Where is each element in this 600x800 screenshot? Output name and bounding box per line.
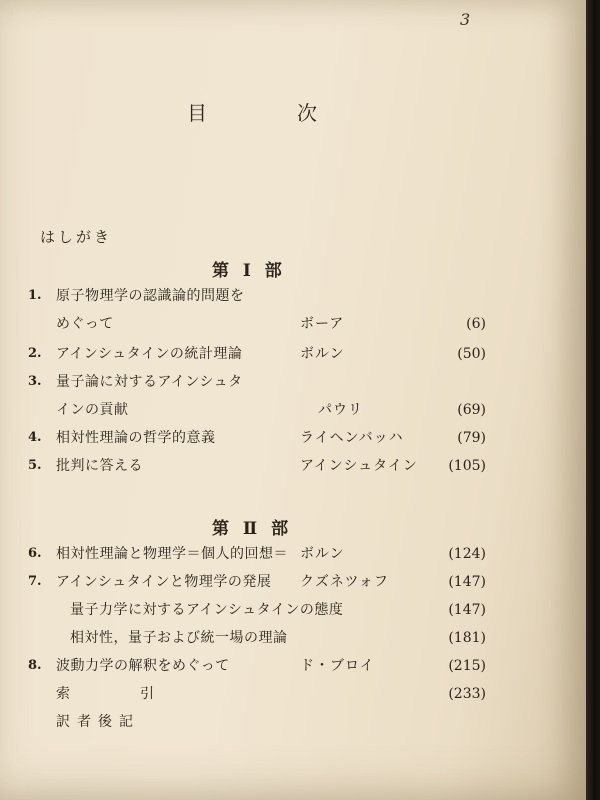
entry-subtitle: 相対性，量子および統一場の理論 bbox=[70, 630, 288, 646]
toc-title-char-1: 目 bbox=[187, 101, 209, 125]
entry-title: アインシュタインの統計理論 bbox=[56, 346, 243, 362]
entry-author: クズネツォフ bbox=[300, 574, 389, 590]
entry-page: (79) bbox=[457, 430, 486, 446]
toc-entry-6 bbox=[0, 542, 586, 566]
entry-page: (181) bbox=[448, 630, 486, 646]
entry-title: 相対性理論と物理学＝個人的回想＝ bbox=[56, 546, 288, 562]
toc-subentry-7b bbox=[0, 626, 586, 650]
entry-title: 相対性理論の哲学的意義 bbox=[56, 430, 216, 446]
entry-author: ボーア bbox=[300, 316, 345, 332]
entry-subtitle: 量子力学に対するアインシュタインの態度 bbox=[70, 602, 344, 618]
toc-entry-8 bbox=[0, 654, 586, 678]
entry-number: 4. bbox=[28, 430, 42, 445]
entry-title: 索 引 bbox=[56, 686, 182, 702]
entry-page: (233) bbox=[448, 686, 486, 702]
entry-page: (147) bbox=[448, 574, 486, 590]
entry-number: 5. bbox=[28, 458, 42, 473]
book-edge bbox=[586, 0, 600, 800]
entry-title: アインシュタインと物理学の発展 bbox=[56, 574, 272, 590]
part-1-heading: 第 Ⅰ 部 bbox=[212, 261, 286, 281]
entry-author: パウリ bbox=[318, 402, 363, 418]
toc-entry-1-cont bbox=[0, 312, 586, 336]
entry-number: 3. bbox=[28, 374, 42, 389]
entry-number: 7. bbox=[28, 574, 42, 589]
toc-title-char-2: 次 bbox=[297, 101, 319, 125]
entry-title-continued: インの貢献 bbox=[56, 402, 129, 418]
toc-entry-preface: はしがき bbox=[40, 228, 113, 246]
entry-page: (6) bbox=[466, 316, 486, 332]
entry-number: 1. bbox=[28, 288, 42, 303]
entry-title: 原子物理学の認識論的問題を bbox=[56, 288, 245, 304]
entry-title-continued: めぐって bbox=[56, 316, 114, 332]
entry-number: 2. bbox=[28, 346, 42, 361]
toc-subentry-7a bbox=[0, 598, 586, 622]
entry-author: ボルン bbox=[300, 346, 345, 362]
entry-title: 量子論に対するアインシュタ bbox=[56, 374, 243, 390]
entry-page: (69) bbox=[457, 402, 486, 418]
toc-entry-4 bbox=[0, 426, 586, 450]
toc-entry-3 bbox=[0, 370, 586, 394]
entry-page: (50) bbox=[457, 346, 486, 362]
entry-author: ライヘンバッハ bbox=[300, 430, 404, 446]
entry-author: ド・ブロイ bbox=[300, 658, 375, 674]
page-number: 3 bbox=[460, 10, 471, 29]
entry-page: (215) bbox=[448, 658, 486, 674]
toc-entry-afterword bbox=[0, 710, 586, 734]
toc-entry-index bbox=[0, 682, 586, 706]
entry-page: (147) bbox=[448, 602, 486, 618]
entry-author: ボルン bbox=[300, 546, 345, 562]
entry-number: 6. bbox=[28, 546, 42, 561]
toc-entry-5 bbox=[0, 454, 586, 478]
entry-author: アインシュタイン bbox=[300, 458, 418, 474]
toc-entry-1 bbox=[0, 284, 586, 308]
entry-number: 8. bbox=[28, 658, 42, 673]
toc-entry-3-cont bbox=[0, 398, 586, 422]
entry-page: (105) bbox=[448, 458, 486, 474]
entry-title: 訳者後記 bbox=[56, 714, 140, 730]
entry-title: 波動力学の解釈をめぐって bbox=[56, 658, 230, 674]
part-2-heading: 第 Ⅱ 部 bbox=[212, 519, 293, 539]
toc-entry-7 bbox=[0, 570, 586, 594]
entry-page: (124) bbox=[448, 546, 486, 562]
toc-entry-2 bbox=[0, 342, 586, 366]
entry-title: 批判に答える bbox=[56, 458, 143, 474]
